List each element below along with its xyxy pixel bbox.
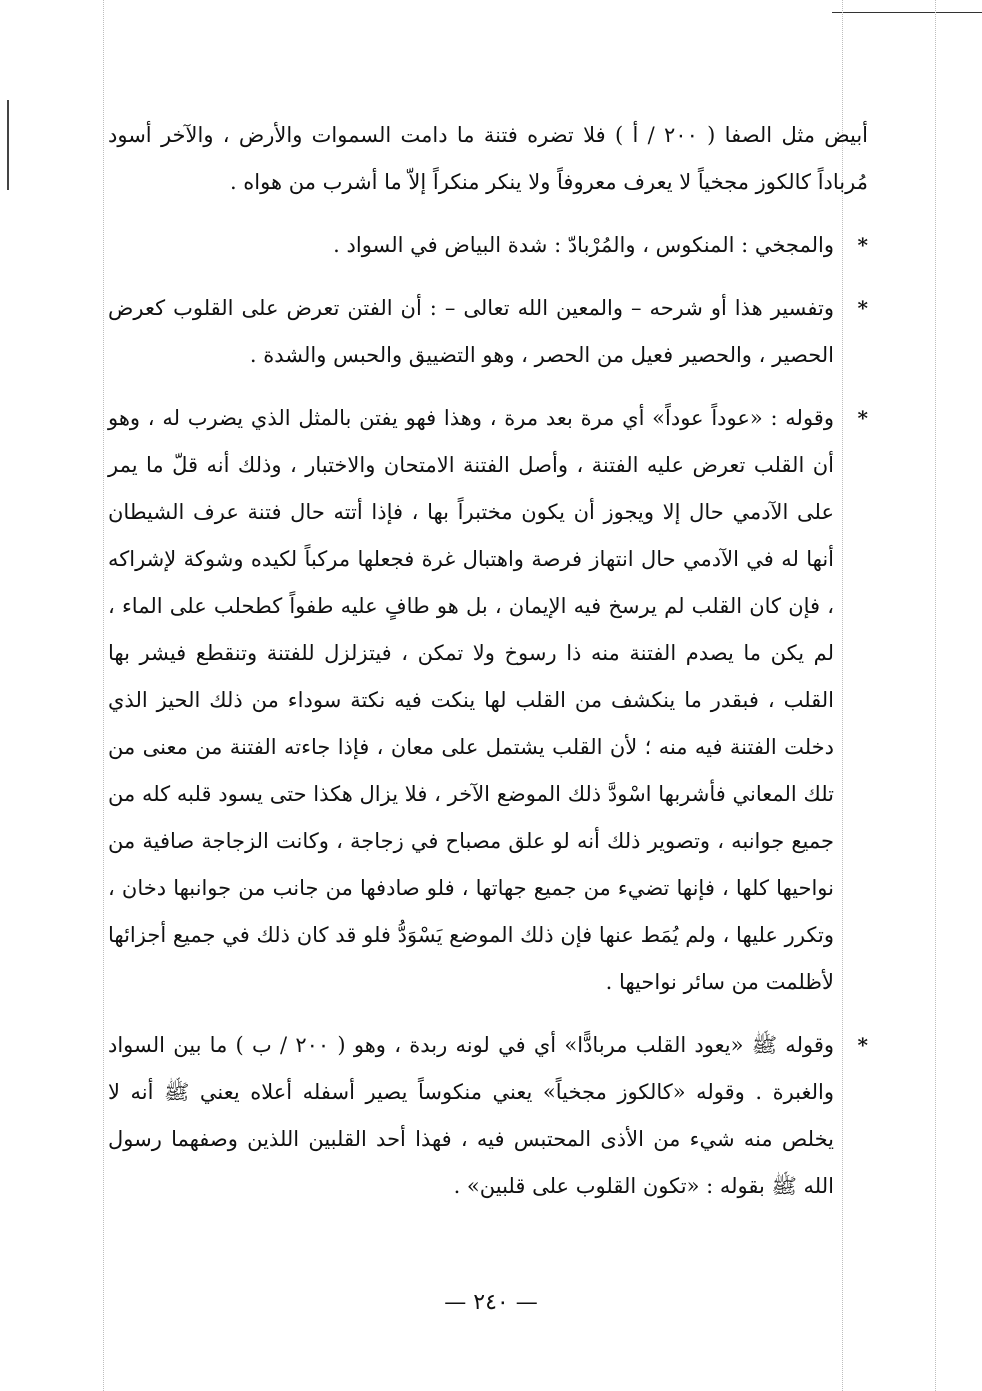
paragraph-4 — [108, 395, 868, 1006]
asterisk-bullet-icon: * — [857, 1033, 868, 1057]
paragraph-text: والمجخي : المنكوس ، والمُرْبادّ : شدة البياض في السواد . — [333, 233, 834, 257]
paragraph-text: وقوله ﷺ «يعود القلب مربادًّا» أي في لونه ربدة ، وهو ( ٢٠٠ / ب ) ما بين السواد والغبرة . وقوله «كالكوز مجخياً» يعني منكوساً يصير أسفله أعلاه يعني ﷺ أنه لا يخلص منه شيء من الأذى المحتبس فيه ، فهذا أحد القلبين اللذين وصفهما رسول الله ﷺ بقوله : «تكون القلوب على قلبين» . — [108, 1033, 834, 1198]
paragraph-2 — [108, 222, 868, 269]
margin-guide-left — [103, 0, 104, 1391]
scan-artifact-top-line — [832, 12, 982, 13]
paragraph-text: وتفسير هذا أو شرحه – والمعين الله تعالى – : أن الفتن تعرض على القلوب كعرض الحصير ، والحصير فعيل من الحصر ، وهو التضييق والحبس والشدة . — [108, 296, 834, 367]
asterisk-bullet-icon: * — [857, 296, 868, 320]
paragraph-1 — [108, 112, 868, 206]
paragraph-5 — [108, 1022, 868, 1210]
scan-artifact-left-mark — [7, 100, 9, 190]
paragraph-text: وقوله : «عوداً عوداً» أي مرة بعد مرة ، وهذا فهو يفتن بالمثل الذي يضرب له ، وهو أن القلب تعرض عليه الفتنة ، وأصل الفتنة الامتحان والاختبار ، وذلك أنه قلّ ما يمر على الآدمي حال إلا ويجوز أن يكون مختبراً بها ، فإذا أتته حال فتنة عرف الشيطان أنها له في الآدمي حال انتهاز فرصة واهتبال غرة فجعلها مركباً لكيده وشوكة لإشراكه ، فإن كان القلب لم يرسخ فيه الإيمان ، بل هو طافٍ عليه طفواً كطحلب على الماء ، لم يكن ما يصدم الفتنة منه ذا رسوخ ولا تمكن ، فيتزلزل للفتنة وتنقطع فيشر بها القلب ، فبقدر ما ينكشف من القلب لها ينكت فيه نكتة سوداء من ذلك الحيز الذي دخلت الفتنة فيه منه ؛ لأن القلب يشتمل على معان ، فإذا جاءته الفتنة من معنى من تلك المعاني فأشربها اسْودَّ ذلك الموضع الآخر ، فلا يزال هكذا حتى يسود قلبه كله من جميع جوانبه ، وتصوير ذلك أنه لو علق مصباح في زجاجة ، وكانت الزجاجة صافية من نواحيها كلها ، فإنها تضيء من جميع جهاتها ، فلو صادفها من جانب من جوانبها دخان ، وتكرر عليها ، ولم يُمَط عنها فإن ذلك الموضع يَسْوَدُّ فلو قد كان ذلك في جميع أجزائها لأظلمت من سائر نواحيها . — [108, 406, 835, 994]
page-number: — ٢٤٠ — — [444, 1290, 538, 1315]
margin-guide-far-right — [935, 0, 936, 1391]
paragraph-text: أبيض مثل الصفا ( ٢٠٠ / أ ) فلا تضره فتنة ما دامت السموات والأرض ، والآخر أسود مُرباداً كالكوز مجخياً لا يعرف معروفاً ولا ينكر منكراً إلاّ ما أشرب من هواه . — [108, 123, 868, 194]
asterisk-bullet-icon: * — [857, 233, 868, 257]
asterisk-bullet-icon: * — [857, 406, 868, 430]
page-body — [108, 112, 868, 1218]
paragraph-3 — [108, 285, 868, 379]
